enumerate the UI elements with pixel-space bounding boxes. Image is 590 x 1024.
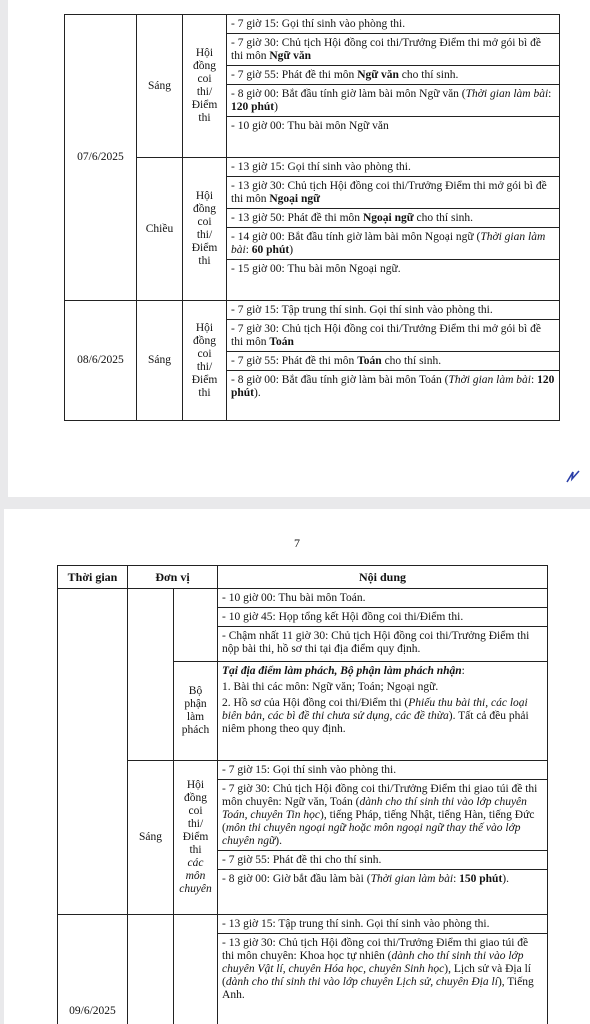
schedule-line: - 8 giờ 00: Bắt đầu tính giờ làm bài môn Ngữ văn (Thời gian làm bài: 120 phút)	[227, 84, 559, 116]
header-time: Thời gian	[58, 566, 128, 589]
schedule-line: - Chậm nhất 11 giờ 30: Chủ tịch Hội đồng coi thi/Trưởng Điểm thi nộp bài thi, hồ sơ thi tại địa điểm quy định.	[218, 626, 547, 658]
schedule-line: - 10 giờ 00: Thu bài môn Ngữ văn	[227, 116, 559, 135]
schedule-line: - 7 giờ 15: Gọi thí sinh vào phòng thi.	[222, 764, 397, 776]
unit-cell	[174, 589, 218, 662]
schedule-line: - 7 giờ 55: Phát đề thi môn Ngữ văn cho thí sinh.	[227, 65, 559, 84]
table-row	[58, 589, 548, 662]
schedule-line: - 7 giờ 55: Phát đề thi môn Toán cho thí sinh.	[227, 351, 559, 370]
date-cell: 09/6/2025	[58, 915, 128, 1024]
content-cell	[227, 301, 560, 421]
session-cell	[128, 589, 174, 761]
document-page-7	[4, 509, 590, 1024]
schedule-line: - 8 giờ 00: Giờ bắt đầu làm bài (Thời gian làm bài: 150 phút).	[218, 869, 547, 888]
table-row	[65, 15, 560, 158]
unit-cell: Bộ phận làm phách	[174, 662, 218, 761]
table-header-row	[58, 566, 548, 589]
schedule-line: - 8 giờ 00: Bắt đầu tính giờ làm bài môn Toán (Thời gian làm bài: 120 phút).	[227, 370, 559, 402]
document-page-6	[8, 0, 590, 497]
schedule-line: - 7 giờ 30: Chủ tịch Hội đồng coi thi/Trưởng Điểm thi mở gói bì đề thi môn Ngữ văn	[227, 33, 559, 65]
date-cell	[58, 589, 128, 915]
date-cell: 07/6/2025	[65, 15, 137, 301]
content-cell	[218, 915, 548, 1024]
table-row	[58, 761, 548, 915]
schedule-line: - 13 giờ 30: Chủ tịch Hội đồng coi thi/Trưởng Điểm thi giao túi đề thi môn chuyên: Khoa học tự nhiên (dành cho thí sinh thi vào lớp chuyên Vật lí, chuyên Hóa học, chuyên Sinh học), Lịch sử và Địa lí (dành cho thí sinh thi vào lớp chuyên Lịch sử, chuyên Địa lí), Tiếng Anh.	[218, 933, 547, 1004]
session-cell: Sáng	[137, 301, 183, 421]
session-cell	[128, 915, 174, 1024]
page-number: 7	[294, 536, 300, 550]
content-cell	[227, 15, 560, 158]
schedule-line: - 13 giờ 50: Phát đề thi môn Ngoại ngữ cho thí sinh.	[227, 208, 559, 227]
schedule-line: 2. Hồ sơ của Hội đồng coi thi/Điểm thi (Phiếu thu bài thi, các loại biên bản, các bì đề thi chưa sử dụng, các đề thừa). Tất cả đều phải niêm phong theo quy định.	[222, 697, 529, 735]
schedule-line: - 7 giờ 15: Tập trung thí sinh. Gọi thí sinh vào phòng thi.	[231, 304, 493, 316]
schedule-line: - 10 giờ 45: Họp tổng kết Hội đồng coi thi/Điểm thi.	[218, 607, 547, 626]
content-cell	[227, 158, 560, 301]
unit-cell: Hội đồng coi thi/ Điểm thi	[183, 158, 227, 301]
schedule-line: - 10 giờ 00: Thu bài môn Toán.	[222, 592, 366, 604]
unit-cell: Hội đồng coi thi/ Điểm thi các môn chuyên	[174, 761, 218, 915]
schedule-line: - 15 giờ 00: Thu bài môn Ngoại ngữ.	[227, 259, 559, 278]
date-cell: 08/6/2025	[65, 301, 137, 421]
schedule-line: - 13 giờ 30: Chủ tịch Hội đồng coi thi/Trưởng Điểm thi mở gói bì đề thi môn Ngoại ngữ	[227, 176, 559, 208]
signature-mark-icon	[564, 468, 582, 486]
schedule-line: - 7 giờ 55: Phát đề thi cho thí sinh.	[218, 850, 547, 869]
session-cell: Sáng	[128, 761, 174, 915]
unit-cell	[174, 915, 218, 1024]
schedule-heading: Tại địa điểm làm phách, Bộ phận làm phách nhận:	[222, 665, 465, 677]
unit-cell: Hội đồng coi thi/ Điểm thi	[183, 301, 227, 421]
table-row	[65, 158, 560, 301]
content-cell	[218, 589, 548, 662]
schedule-line: - 14 giờ 00: Bắt đầu tính giờ làm bài môn Ngoại ngữ (Thời gian làm bài: 60 phút)	[227, 227, 559, 259]
content-cell	[218, 662, 548, 761]
schedule-line: - 7 giờ 30: Chủ tịch Hội đồng coi thi/Trưởng Điểm thi mở gói bì đề thi môn Toán	[227, 319, 559, 351]
schedule-line: - 7 giờ 30: Chủ tịch Hội đồng coi thi/Trưởng Điểm thi giao túi đề thi môn chuyên: Ngữ văn, Toán (dành cho thí sinh thi vào lớp chuyên Toán, chuyên Tin học), tiếng Pháp, tiếng Nhật, tiếng Hàn, tiếng Đức (môn thi chuyên ngoại ngữ hoặc môn ngoại ngữ thay thế vào lớp chuyên ngữ).	[218, 779, 547, 850]
header-unit: Đơn vị	[128, 566, 218, 589]
header-content: Nội dung	[218, 566, 548, 589]
exam-schedule-table-part1	[64, 14, 560, 421]
table-row	[65, 301, 560, 421]
session-cell: Chiều	[137, 158, 183, 301]
schedule-line: - 13 giờ 15: Gọi thí sinh vào phòng thi.	[231, 161, 411, 173]
exam-schedule-table-part2	[57, 565, 548, 1024]
unit-cell: Hội đồng coi thi/ Điểm thi	[183, 15, 227, 158]
content-cell	[218, 761, 548, 915]
table-row	[58, 915, 548, 1024]
session-cell: Sáng	[137, 15, 183, 158]
schedule-line: - 7 giờ 15: Gọi thí sinh vào phòng thi.	[231, 18, 406, 30]
schedule-line: 1. Bài thi các môn: Ngữ văn; Toán; Ngoại ngữ.	[222, 681, 439, 693]
schedule-line: - 13 giờ 15: Tập trung thí sinh. Gọi thí sinh vào phòng thi.	[222, 918, 490, 930]
